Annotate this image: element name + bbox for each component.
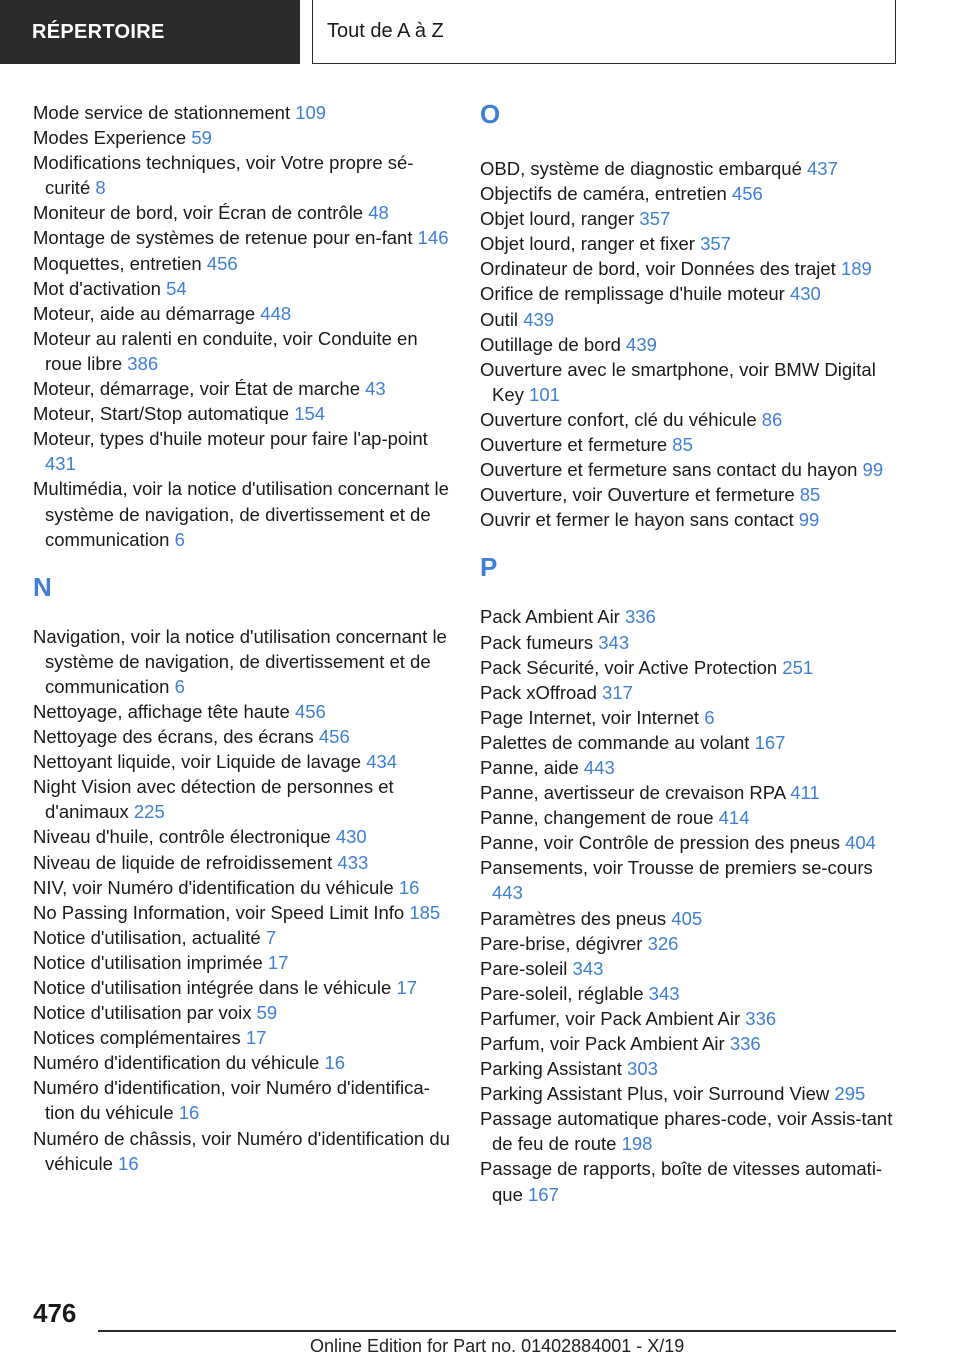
index-page-link[interactable]: 404 [845,832,876,854]
index-entry-text: Outillage de bord [480,333,621,355]
index-entry-text: Moteur, Start/Stop automatique [33,403,290,425]
index-page-link[interactable]: 8 [95,177,106,199]
index-entry-text: Mot d'activation [33,277,161,299]
index-entry-text: Pack xOffroad [480,681,597,703]
index-entry [33,376,453,401]
index-page-link[interactable]: 357 [639,208,671,230]
index-page-link[interactable]: 16 [398,876,420,898]
index-page-link[interactable]: 343 [572,957,604,979]
index-page-link[interactable]: 430 [335,826,367,848]
index-entry-text: Modes Experience [33,127,187,149]
index-page-link[interactable]: 189 [840,258,872,280]
index-page-link[interactable]: 414 [718,807,750,829]
index-entry [33,251,453,276]
index-entry-text: Pack Sécurité, voir Active Protection [480,656,778,678]
index-page-link[interactable]: 439 [626,333,657,355]
index-entry [480,231,900,256]
index-entry [480,1056,900,1081]
index-entry-text: Parfumer, voir Pack Ambient Air [480,1007,741,1029]
index-entry [33,624,453,699]
index-entry-text: Mode service de stationnement [33,102,291,123]
index-page-link[interactable]: 357 [700,233,731,255]
index-entry-text: Pansements, voir Trousse de premiers se-cours [480,857,873,879]
index-entry [33,774,453,824]
index-entry-text: Ouverture, voir Ouverture et fermeture [480,484,795,506]
index-entry [480,655,900,680]
index-entry [480,931,900,956]
index-page-link[interactable]: 17 [245,1027,267,1049]
index-group-m [33,100,453,552]
index-entry-text: Panne, avertisseur de crevaison RPA [480,782,786,804]
index-page-link[interactable]: 343 [598,631,630,653]
index-entry-text: Numéro d'identification du véhicule [33,1052,320,1074]
index-entry-text: Pare-brise, dégivrer [480,932,643,954]
index-entry [33,850,453,875]
index-entry [480,206,900,231]
index-page-link[interactable]: 343 [648,982,680,1004]
index-entry-text: Objet lourd, ranger [480,208,635,230]
index-entry-text: Passage automatique phares-code, voir Assis-tant de feu de route [480,1108,893,1155]
chapter-tab[interactable] [312,0,896,64]
index-entry [33,326,453,376]
index-page-link[interactable]: 336 [745,1007,777,1029]
index-entry [480,780,900,805]
index-page-link[interactable]: 146 [417,227,449,249]
index-page-link[interactable]: 411 [790,782,820,804]
index-entry [480,981,900,1006]
index-entry-text: Ouvrir et fermer le hayon sans contact [480,509,794,531]
index-entry-text: Moteur, démarrage, voir État de marche [33,378,360,400]
index-entry-text: Modifications techniques, voir Votre propre sé-curité [33,152,414,199]
index-entry [33,1075,453,1125]
index-entry [480,805,900,830]
index-page-link[interactable]: 434 [366,751,398,773]
index-entry [33,1025,453,1050]
index-entry [480,1106,900,1156]
index-page-link[interactable]: 54 [166,277,187,299]
index-entry-text: NIV, voir Numéro d'identification du véhicule [33,876,394,898]
index-page-link[interactable]: 185 [409,901,441,923]
index-page-link[interactable]: 85 [672,434,693,456]
index-entry-text: Parfum, voir Pack Ambient Air [480,1033,725,1054]
index-entry-text: Moteur, types d'huile moteur pour faire l'ap-point [33,428,428,450]
index-page-link[interactable]: 251 [782,656,814,678]
index-entry [480,680,900,705]
index-entry [480,507,900,532]
index-entry-text: Numéro d'identification, voir Numéro d'identifica-tion du véhicule [33,1077,430,1124]
index-page-link[interactable]: 17 [396,977,418,998]
index-entry-text: Ouverture et fermeture sans contact du hayon [480,459,858,481]
index-entry-text: Moniteur de bord, voir Écran de contrôle [33,202,364,224]
index-entry-text: Page Internet, voir Internet [480,706,700,728]
index-entry-text: Montage de systèmes de retenue pour en-fant [33,227,413,249]
index-page-link[interactable]: 336 [729,1033,761,1054]
index-page-link[interactable]: 43 [365,378,386,400]
chapter-tab-label: Tout de A à Z [327,20,444,42]
index-letter-heading: O [480,99,501,129]
index-entry [480,307,900,332]
index-entry-text: Nettoyage, affichage tête haute [33,700,290,722]
index-page-link[interactable]: 16 [178,1102,200,1124]
index-page-link[interactable]: 431 [45,453,76,475]
index-entry [480,830,900,855]
index-entry-text: Objet lourd, ranger et fixer [480,233,695,255]
index-entry [480,357,900,407]
index-page-link[interactable]: 456 [318,726,350,748]
index-entry [33,925,453,950]
index-entry-text: Niveau de liquide de refroidissement [33,851,333,873]
index-page-link[interactable]: 317 [602,681,633,703]
index-entry-text: Parking Assistant [480,1058,622,1080]
page-number: 476 [33,1298,77,1328]
index-entry [33,950,453,975]
index-entry [480,1031,900,1056]
index-entry-text: Pare-soleil, réglable [480,982,644,1004]
index-page-link[interactable]: 439 [523,308,555,330]
index-entry [33,1000,453,1025]
index-entry-text: Panne, changement de roue [480,807,714,829]
index-page-link[interactable]: 443 [583,756,615,778]
index-page-link[interactable]: 167 [528,1183,559,1205]
index-entry-text: Niveau d'huile, contrôle électronique [33,826,331,848]
index-entry-text: OBD, système de diagnostic embarqué [480,158,802,179]
index-entry [33,401,453,426]
index-page-link[interactable]: 167 [754,731,786,753]
index-entry [480,181,900,206]
index-page-link[interactable]: 59 [256,1002,278,1024]
index-entry-text: Moteur au ralenti en conduite, voir Conduite en roue libre [33,327,418,374]
index-entry [480,1081,900,1106]
index-entry [480,1156,900,1206]
index-entry [33,200,453,225]
index-entry-text: Ouverture avec le smartphone, voir BMW Digital Key [480,358,876,405]
index-page-link[interactable]: 303 [627,1058,658,1080]
index-group-o [480,156,900,532]
index-entry [33,900,453,925]
index-entry-text: Panne, aide [480,756,579,778]
index-entry [33,975,453,1000]
index-page-link[interactable]: 405 [671,907,703,929]
index-entry [480,604,900,629]
index-page-link[interactable]: 437 [807,158,838,179]
index-entry [480,906,900,931]
index-entry-text: Multimédia, voir la notice d'utilisation concernant le système de navigation, de divertissement et de communication [33,478,449,550]
index-entry [480,432,900,457]
index-entry-text: Navigation, voir la notice d'utilisation concernant le système de navigation, de divertissement et de communication [33,625,447,697]
index-page-link[interactable]: 17 [267,951,289,973]
index-entry [480,281,900,306]
index-entry [480,256,900,281]
index-entry [33,100,453,125]
index-column-left [33,100,453,1176]
index-entry [480,855,900,905]
index-entry-text: Notice d'utilisation, actualité [33,926,261,948]
index-entry [480,730,900,755]
footer-divider [98,1330,896,1332]
index-page-link[interactable]: 433 [337,851,369,873]
index-page-link[interactable]: 198 [621,1133,653,1155]
index-entry-text: No Passing Information, voir Speed Limit Info [33,901,405,923]
index-entry [480,705,900,730]
index-page-link[interactable]: 295 [834,1083,866,1105]
section-tab[interactable] [0,0,300,64]
index-page-link[interactable]: 6 [174,675,185,697]
index-page-link[interactable]: 154 [294,403,326,425]
index-entry [480,457,900,482]
index-entry-text: Parking Assistant Plus, voir Surround View [480,1083,830,1105]
index-page-link[interactable]: 225 [133,801,165,823]
index-page-link[interactable]: 456 [206,252,238,274]
index-entry-text: Night Vision avec détection de personnes et d'animaux [33,776,394,823]
edition-footer: Online Edition for Part no. 01402884001 - X/19 [310,1336,685,1356]
page-header [0,0,960,66]
index-entry [33,150,453,200]
index-entry-text: Notices complémentaires [33,1027,241,1049]
index-page-link[interactable]: 430 [789,283,821,305]
index-entry [33,1050,453,1075]
index-page-link[interactable]: 456 [731,183,763,205]
index-page-link[interactable]: 48 [368,202,389,224]
index-entry [33,225,453,250]
index-entry-text: Notice d'utilisation imprimée [33,951,263,973]
index-page-link[interactable]: 99 [798,509,820,531]
index-entry [480,956,900,981]
index-page-link[interactable]: 448 [260,302,292,324]
index-entry [33,875,453,900]
index-entry [480,156,900,181]
index-page-link[interactable]: 85 [799,484,821,506]
index-page-link[interactable]: 443 [492,882,523,904]
index-entry [480,1006,900,1031]
index-page-link[interactable]: 101 [529,383,560,405]
index-entry-text: Orifice de remplissage d'huile moteur [480,283,785,305]
index-page-link[interactable]: 456 [294,700,326,722]
index-entry-text: Ouverture et fermeture [480,434,668,456]
index-entry [33,301,453,326]
index-page-link[interactable]: 336 [624,606,656,628]
index-entry [480,407,900,432]
index-entry-text: Notice d'utilisation par voix [33,1002,252,1024]
index-page-link[interactable]: 16 [118,1152,139,1174]
index-entry-text: Pack Ambient Air [480,606,620,628]
index-entry-text: Ordinateur de bord, voir Données des trajet [480,258,836,280]
index-entry-text: Pare-soleil [480,957,568,979]
index-entry [33,824,453,849]
index-page-link[interactable]: 86 [761,408,783,430]
index-entry [480,332,900,357]
index-group-n [33,624,453,1176]
index-column-right [480,100,900,1207]
index-entry-text: Outil [480,308,519,330]
index-entry-text: Nettoyage des écrans, des écrans [33,726,314,748]
index-entry [33,125,453,150]
index-entry [480,482,900,507]
index-entry [33,476,453,551]
index-group-p [480,604,900,1206]
index-entry-text: Panne, voir Contrôle de pression des pneus [480,832,840,854]
index-letter-heading: N [33,571,52,602]
index-entry-text: Moquettes, entretien [33,252,202,274]
index-entry-text: Ouverture confort, clé du véhicule [480,408,757,430]
index-page-link[interactable]: 7 [265,926,277,948]
index-entry-text: Pack fumeurs [480,631,594,653]
index-page-link[interactable]: 6 [174,528,185,550]
index-entry [33,699,453,724]
index-page-link[interactable]: 6 [704,706,715,728]
index-page-link[interactable]: 326 [647,932,679,954]
index-page-link[interactable]: 16 [324,1052,346,1074]
index-entry-text: Paramètres des pneus [480,907,667,929]
index-page-link[interactable]: 99 [862,459,884,481]
index-page-link[interactable]: 59 [191,127,212,149]
index-entry-text: Nettoyant liquide, voir Liquide de lavage [33,751,362,773]
index-entry [33,426,453,476]
index-entry [33,1126,453,1176]
index-entry [480,755,900,780]
index-entry-text: Moteur, aide au démarrage [33,302,256,324]
index-entry-text: Passage de rapports, boîte de vitesses automati-que [480,1158,883,1205]
index-letter-heading: P [480,552,498,583]
index-entry [480,630,900,655]
index-page-link[interactable]: 109 [295,102,327,123]
section-tab-label: RÉPERTOIRE [32,20,165,43]
index-entry-text: Objectifs de caméra, entretien [480,183,727,205]
index-entry-text: Notice d'utilisation intégrée dans le véhicule [33,977,392,998]
index-entry [33,724,453,749]
index-entry-text: Palettes de commande au volant [480,731,750,753]
index-page-link[interactable]: 386 [127,352,159,374]
index-entry [33,276,453,301]
index-entry [33,749,453,774]
index-entry-text: Numéro de châssis, voir Numéro d'identification du véhicule [33,1127,450,1174]
